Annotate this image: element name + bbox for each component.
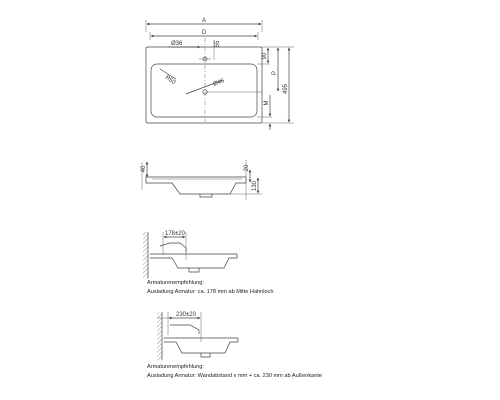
dim-495-label: 495 bbox=[283, 83, 289, 95]
detail1-faucet bbox=[160, 243, 186, 252]
basin-bowl bbox=[151, 64, 257, 117]
dim-90-label: 90 bbox=[262, 52, 268, 60]
wall-hatch bbox=[143, 232, 148, 278]
detail-1 bbox=[143, 231, 237, 278]
dim-A-label: A bbox=[201, 18, 207, 24]
side-view bbox=[141, 160, 262, 200]
detail2-text: Ausladung Armatur: Wandabstand x mm + ca. 230 mm ab Außenkante bbox=[147, 373, 323, 379]
dim-40-label: 40 bbox=[141, 165, 147, 173]
dim-D-label: D bbox=[201, 30, 207, 36]
dim-d36-label: Ø36 bbox=[171, 41, 183, 47]
dim-d46-label: Ø46 bbox=[212, 78, 226, 88]
detail1-dim-label: 178±20 bbox=[165, 231, 185, 237]
dim-r50-label: R50 bbox=[163, 74, 177, 86]
top-view bbox=[146, 18, 294, 130]
detail2-drain bbox=[201, 353, 210, 357]
detail-2 bbox=[157, 312, 238, 360]
basin-outline bbox=[146, 47, 262, 123]
dim-55-label: 55 bbox=[215, 40, 221, 48]
basin-side-profile bbox=[146, 177, 246, 194]
detail2-dim-label: 230±20 bbox=[176, 312, 196, 318]
drain-outlet bbox=[200, 194, 212, 197]
dim-M-label: M bbox=[264, 100, 270, 106]
detail1-heading: Armaturenempfehlung: bbox=[147, 280, 204, 286]
detail1-text: Ausladung Armatur: ca. 178 mm ab Mitte Hahnloch bbox=[147, 289, 274, 295]
detail1-basin-body bbox=[150, 254, 237, 268]
detail1-drain bbox=[189, 268, 199, 272]
dim-P-label: P bbox=[272, 70, 278, 76]
wall2-hatch bbox=[157, 312, 162, 360]
dim-130-label: 130 bbox=[252, 180, 258, 192]
detail2-faucet bbox=[170, 325, 199, 334]
dim-20-label: 20 bbox=[244, 164, 250, 172]
detail2-heading: Armaturenempfehlung: bbox=[147, 364, 204, 370]
